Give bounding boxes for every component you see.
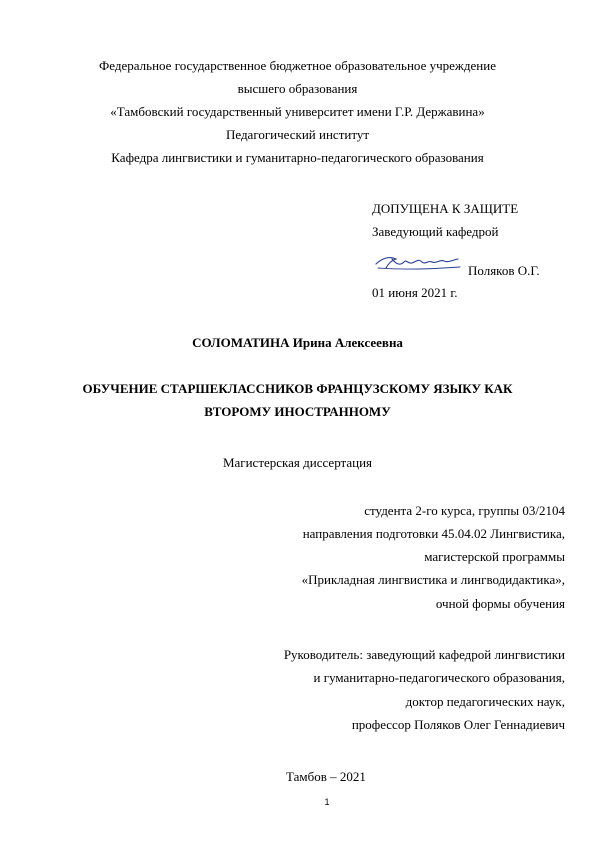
student-program-name: «Прикладная лингвистика и лингводидактика»,	[301, 572, 565, 587]
approval-date: 01 июня 2021 г.	[372, 285, 458, 300]
approval-name: Поляков О.Г.	[468, 263, 540, 278]
student-direction: направления подготовки 45.04.02 Лингвистика,	[302, 526, 565, 541]
student-course-group: студента 2-го курса, группы 03/2104	[364, 503, 565, 518]
work-type: Магистерская диссертация	[222, 455, 373, 470]
thesis-title-line2: ВТОРОМУ ИНОСТРАННОМУ	[204, 404, 391, 419]
supervisor-position: Руководитель: заведующий кафедрой лингвистики	[283, 647, 565, 662]
department-name: Кафедра лингвистики и гуманитарно-педагогического образования	[111, 150, 484, 165]
handwritten-signature	[372, 250, 464, 274]
student-program-label: магистерской программы	[424, 549, 565, 564]
city-year: Тамбов – 2021	[286, 769, 366, 784]
supervisor-name: профессор Поляков Олег Геннадиевич	[351, 717, 565, 732]
institution-type: Федеральное государственное бюджетное образовательное учреждение	[99, 58, 496, 73]
institution-level: высшего образования	[237, 81, 358, 96]
supervisor-department: и гуманитарно-педагогического образования,	[313, 670, 565, 685]
supervisor-degree: доктор педагогических наук,	[405, 694, 565, 709]
university-name: «Тамбовский государственный университет имени Г.Р. Державина»	[110, 104, 485, 119]
thesis-title-line1: ОБУЧЕНИЕ СТАРШЕКЛАССНИКОВ ФРАНЦУЗСКОМУ ЯЗЫКУ КАК	[82, 381, 513, 396]
approval-status: ДОПУЩЕНА К ЗАЩИТЕ	[372, 201, 519, 216]
institute-name: Педагогический институт	[225, 127, 370, 142]
student-study-form: очной формы обучения	[435, 596, 565, 611]
author-name: СОЛОМАТИНА Ирина Алексеевна	[192, 335, 403, 350]
page-number: 1	[324, 797, 330, 807]
approval-role: Заведующий кафедрой	[372, 224, 499, 239]
